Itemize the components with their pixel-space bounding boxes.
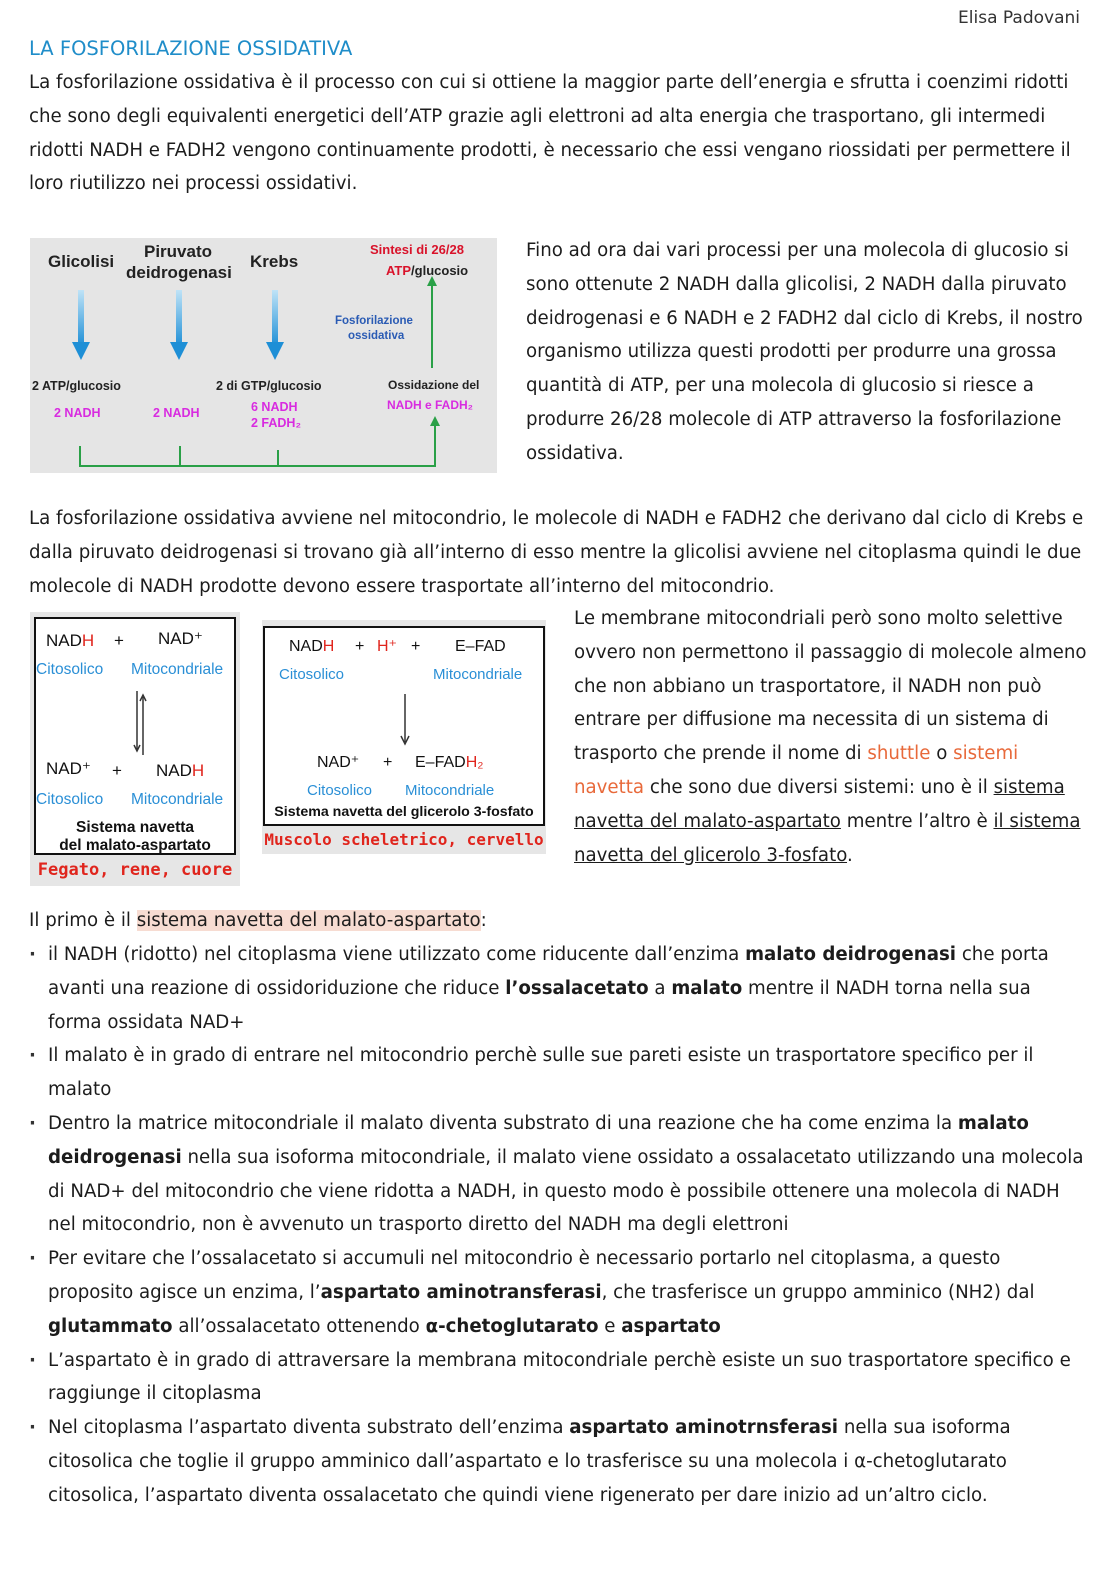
plus-sign: + bbox=[411, 638, 421, 655]
term-sistemi-navetta: sistemi navetta bbox=[574, 743, 1019, 798]
reagent-nadh-cit: NADH bbox=[46, 631, 95, 650]
plus-sign: + bbox=[114, 631, 124, 650]
figure-glicerolo-box bbox=[263, 626, 545, 826]
reagent-efad: E–FAD bbox=[455, 638, 506, 655]
arrow-piruvato bbox=[170, 290, 188, 360]
membrane-paragraph: Le membrane mitocondriali però sono molto selettive ovvero non permettono il passaggio di molecole almeno che non abbiano un trasportatore, il NADH non può entrare per diffusione ma necessita di un sistema di trasporto che prende il nome di shuttle o sistemi navetta che sono due diversi sistemi: uno è il sistema navetta del malato-aspartato mentre l’altro è il sistema navetta del glicerolo 3-fosfato. bbox=[574, 608, 1087, 866]
label-krebs: Krebs bbox=[250, 252, 299, 271]
label-mitocondriale: Mitocondriale bbox=[433, 666, 523, 683]
organs-glicerolo: Muscolo scheletrico, cervello bbox=[264, 830, 544, 849]
page-title: LA FOSFORILAZIONE OSSIDATIVA bbox=[29, 37, 353, 60]
reagent-hplus: H⁺ bbox=[377, 638, 397, 655]
term-malato-aspartato: sistema navetta del malato-aspartato bbox=[574, 776, 1065, 832]
figure-malato-box bbox=[34, 617, 236, 855]
figure-malato-aspartato bbox=[30, 612, 240, 886]
label-sintesi: Sintesi di 26/28 bbox=[370, 242, 464, 257]
arrow-glicolisi bbox=[72, 290, 90, 360]
label-piruvato: Piruvato bbox=[144, 242, 213, 261]
figure-glicerolo bbox=[262, 620, 546, 854]
caption-sistema-navetta: Sistema navetta bbox=[75, 819, 195, 836]
equilibrium-arrows bbox=[126, 689, 156, 759]
caption-malato-aspartato: del malato-aspartato bbox=[59, 837, 211, 854]
product-nadh-mit: NADH bbox=[156, 761, 205, 780]
label-mitocondriale: Mitocondriale bbox=[131, 661, 224, 678]
label-fosforilazione: Fosforilazione bbox=[335, 315, 413, 327]
list-item: · Dentro la matrice mitocondriale il malato diventa substrato di una reazione che ha come enzima la malato deidrogenasi nella sua isoforma mitocondriale, il malato viene ossidato a ossalacetato utilizzando una molecola di NAD+ del mitocondrio che viene ridotta a NADH, in questo modo è possibile ottenere una molecola di NADH nel mitocondrio, non è avvenuto un trasporto diretto del NADH ma degli elettroni bbox=[29, 1107, 1089, 1242]
label-nadh-glicolisi: 2 NADH bbox=[54, 406, 101, 420]
list-item: · L’aspartato è in grado di attraversare la membrana mitocondriale perchè esiste un suo trasportatore specifico e raggiunge il citoplasma bbox=[29, 1344, 1089, 1412]
list-item: · il NADH (ridotto) nel citoplasma viene utilizzato come riducente dall’enzima malato deidrogenasi che porta avanti una reazione di ossidoriduzione che riduce l’ossalacetato a malato mentre il NADH torna nella sua forma ossidata NAD+ bbox=[29, 938, 1089, 1039]
arrow-krebs bbox=[266, 290, 284, 360]
caption-glicerolo: Sistema navetta del glicerolo 3-fosfato bbox=[274, 804, 534, 820]
label-mitocondriale: Mitocondriale bbox=[405, 782, 495, 799]
highlight-malato-aspartato: sistema navetta del malato-aspartato bbox=[136, 910, 481, 931]
label-citosolico: Citosolico bbox=[36, 791, 104, 808]
label-citosolico: Citosolico bbox=[36, 661, 104, 678]
product-nad-cit: NAD⁺ bbox=[46, 759, 91, 778]
plus-sign: + bbox=[112, 761, 122, 780]
intro-paragraph: La fosforilazione ossidativa è il processo con cui si ottiene la maggior parte dell’energia e sfrutta i coenzimi ridotti che sono degli equivalenti energetici dell’ATP grazie agli elettroni ad alta energia che trasportano, gli intermedi ridotti NADH e FADH2 vengono continuamente prodotti, è necessario che essi vengano riossidati per permettere il loro riutilizzo nei processi ossidativi. bbox=[29, 72, 1071, 195]
plus-sign: + bbox=[383, 754, 393, 771]
list-item: · Nel citoplasma l’aspartato diventa substrato dell’enzima aspartato aminotrnsferasi nella sua isoforma citosolica che toglie il gruppo amminico dall’aspartato e lo trasferisce su una molecola i α-chetoglutarato citosolica, l’aspartato diventa ossalacetato che quindi viene rigenerato per dare inizio ad un’altro ciclo. bbox=[29, 1411, 1089, 1512]
author-name: Elisa Padovani bbox=[958, 8, 1080, 28]
label-fadh-krebs: 2 FADH₂ bbox=[251, 416, 302, 430]
term-glicerolo: il sistema navetta del glicerolo 3-fosfato bbox=[574, 810, 1081, 866]
product-nad: NAD⁺ bbox=[317, 754, 360, 771]
reagent-nad-mit: NAD⁺ bbox=[158, 629, 203, 648]
label-glicolisi: Glicolisi bbox=[48, 252, 115, 271]
label-deidrogenasi: deidrogenasi bbox=[126, 263, 232, 282]
figure-energy-summary bbox=[30, 238, 497, 473]
label-citosolico: Citosolico bbox=[279, 666, 345, 683]
label-nadh-piruvato: 2 NADH bbox=[153, 406, 200, 420]
bullet-list bbox=[29, 938, 1089, 1513]
primo-line: Il primo è il sistema navetta del malato-aspartato: bbox=[29, 910, 487, 931]
label-citosolico: Citosolico bbox=[307, 782, 373, 799]
label-ossidazione: Ossidazione del bbox=[388, 378, 480, 392]
label-nadh-fadh: NADH e FADH₂ bbox=[387, 398, 474, 412]
plus-sign: + bbox=[355, 638, 365, 655]
term-shuttle: shuttle bbox=[867, 743, 931, 765]
label-atp-glucosio: ATP/glucosio bbox=[386, 263, 469, 278]
label-atp: 2 ATP/glucosio bbox=[32, 379, 121, 393]
label-ossidativa: ossidativa bbox=[348, 330, 405, 342]
product-efadh2: E–FADH₂ bbox=[415, 754, 484, 771]
list-item: · Per evitare che l’ossalacetato si accumuli nel mitocondrio è necessario portarlo nel citoplasma, a questo proposito agisce un enzima, l’aspartato aminotransferasi, che trasferisce un gruppo amminico (NH2) dal glutammato all’ossalacetato ottenendo α-chetoglutarato e aspartato bbox=[29, 1242, 1089, 1343]
mitochondria-paragraph: La fosforilazione ossidativa avviene nel mitocondrio, le molecole di NADH e FADH2 che derivano dal ciclo di Krebs e dalla piruvato deidrogenasi si trovano già all’interno di esso mentre la glicolisi avviene nel citoplasma quindi le due molecole di NADH prodotte devono essere trasportate all’interno del mitocondrio. bbox=[29, 508, 1084, 597]
label-mitocondriale: Mitocondriale bbox=[131, 791, 224, 808]
label-nadh-krebs: 6 NADH bbox=[251, 400, 298, 414]
side-paragraph: Fino ad ora dai vari processi per una molecola di glucosio si sono ottenute 2 NADH dalla glicolisi, 2 NADH dalla piruvato deidrogenasi e 6 NADH e 2 FADH2 dal ciclo di Krebs, il nostro organismo utilizza questi prodotti per produrre una grossa quantità di ATP, per una molecola di glucosio si riesce a produrre 26/28 molecole di ATP attraverso la fosforilazione ossidativa. bbox=[526, 240, 1083, 464]
reaction-arrow bbox=[395, 692, 415, 752]
reagent-nadh: NADH bbox=[289, 638, 335, 655]
list-item: · Il malato è in grado di entrare nel mitocondrio perchè sulle sue pareti esiste un trasportatore specifico per il malato bbox=[29, 1039, 1089, 1107]
label-gtp: 2 di GTP/glucosio bbox=[216, 379, 322, 393]
organs-malato: Fegato, rene, cuore bbox=[37, 860, 233, 880]
